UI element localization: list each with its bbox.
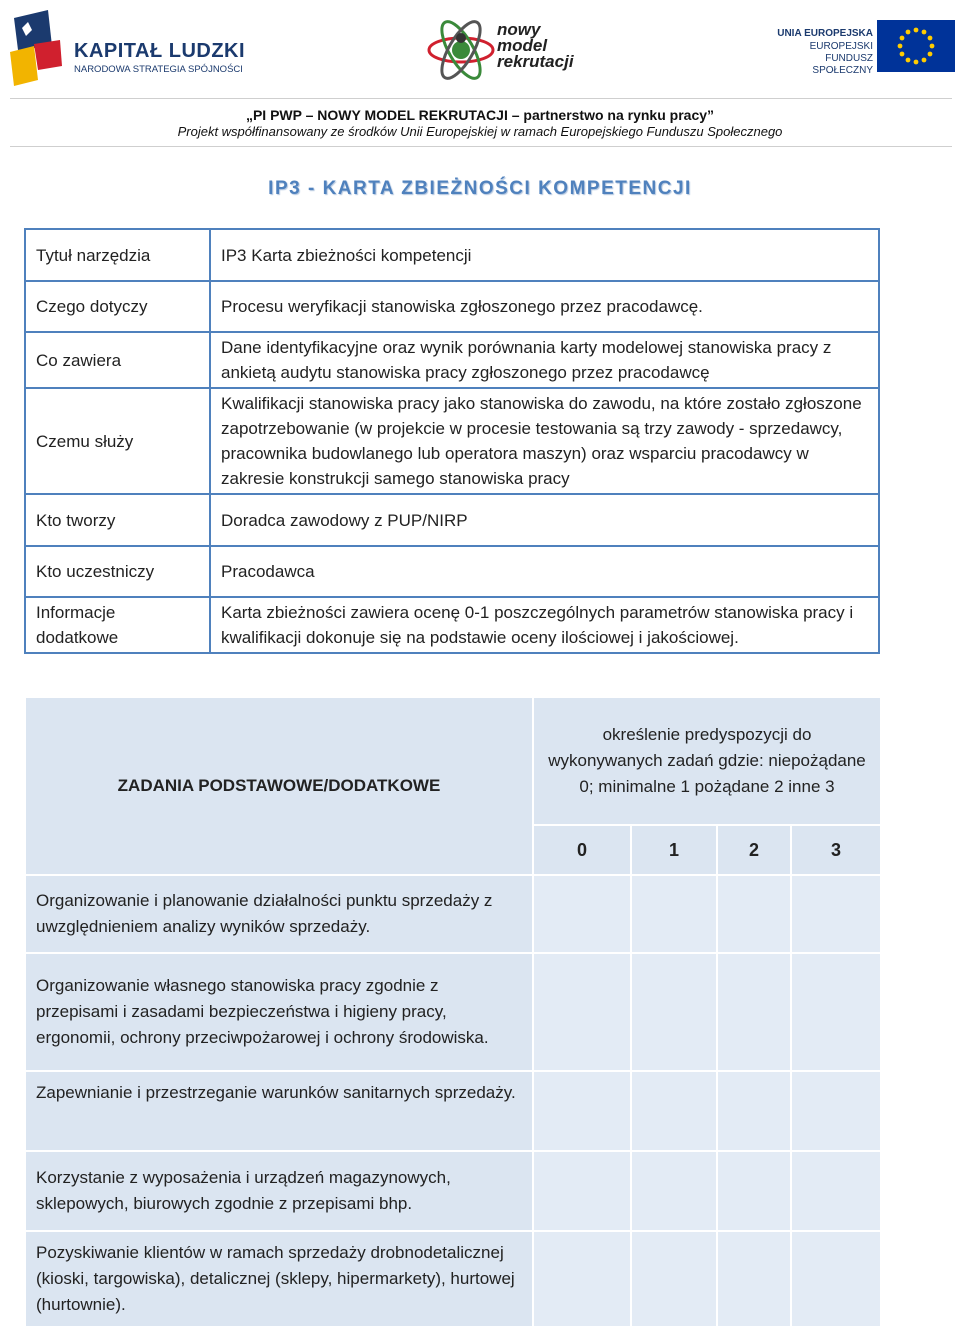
task-row xyxy=(25,1071,881,1151)
eu-flag-icon xyxy=(877,20,955,72)
info-label: Kto uczestniczy xyxy=(25,546,210,597)
scale-value-2: 2 xyxy=(717,825,791,875)
info-value: Kwalifikacji stanowiska pracy jako stanowiska do zawodu, na które zostało zgłoszone zapotrzebowanie (w projekcie w procesie testowania są trzy zawody - sprzedawcy, pracownika budowlanego lub operatora maszyn) oraz wsparciu pracodawcy w zakresie konstrukcji samego stanowiska pracy xyxy=(210,388,879,494)
scale-value-1: 1 xyxy=(631,825,717,875)
nmr-line-3: rekrutacji xyxy=(497,52,574,71)
info-value: Doradca zawodowy z PUP/NIRP xyxy=(210,494,879,546)
page-header xyxy=(0,0,960,100)
info-label: Kto tworzy xyxy=(25,494,210,546)
score-cell-1[interactable] xyxy=(631,953,717,1071)
project-subtitle: Projekt współfinansowany ze środków Unii Europejskiej w ramach Europejskiego Funduszu Społecznego xyxy=(177,124,783,139)
task-row xyxy=(25,953,881,1071)
task-description: Organizowanie i planowanie działalności punktu sprzedaży z uwzględnieniem analizy wyników sprzedaży. xyxy=(25,875,533,953)
kapital-ludzki-name: KAPITAŁ LUDZKI xyxy=(74,40,246,62)
info-label: Informacje dodatkowe xyxy=(25,597,210,653)
score-cell-0[interactable] xyxy=(533,1151,631,1231)
score-cell-3[interactable] xyxy=(791,875,881,953)
score-cell-1[interactable] xyxy=(631,1231,717,1327)
score-cell-1[interactable] xyxy=(631,1071,717,1151)
info-label: Czemu służy xyxy=(25,388,210,494)
score-cell-0[interactable] xyxy=(533,1071,631,1151)
score-cell-1[interactable] xyxy=(631,1151,717,1231)
atom-emblem-icon xyxy=(425,10,497,90)
task-description: Zapewnianie i przestrzeganie warunków sanitarnych sprzedaży. xyxy=(25,1071,533,1151)
info-value: Dane identyfikacyjne oraz wynik porównania karty modelowej stanowiska pracy z ankietą audytu stanowiska pracy zgłoszonego przez pracodawcę xyxy=(210,332,879,388)
scale-value-3: 3 xyxy=(791,825,881,875)
info-row xyxy=(25,494,879,546)
score-cell-0[interactable] xyxy=(533,953,631,1071)
score-cell-3[interactable] xyxy=(791,953,881,1071)
tasks-header-row xyxy=(25,697,881,825)
info-row xyxy=(25,229,879,281)
tool-info-table xyxy=(24,228,880,654)
kapital-ludzki-logo xyxy=(8,6,258,88)
score-cell-3[interactable] xyxy=(791,1231,881,1327)
eu-logo xyxy=(770,20,955,80)
score-cell-2[interactable] xyxy=(717,875,791,953)
info-row xyxy=(25,546,879,597)
score-cell-2[interactable] xyxy=(717,953,791,1071)
task-description: Organizowanie własnego stanowiska pracy zgodnie z przepisami i zasadami bezpieczeństwa i higieny pracy, ergonomii, ochrony przeciwpożarowej i ochrony środowiska. xyxy=(25,953,533,1071)
info-label: Czego dotyczy xyxy=(25,281,210,332)
score-cell-3[interactable] xyxy=(791,1151,881,1231)
scale-value-0: 0 xyxy=(533,825,631,875)
info-row xyxy=(25,332,879,388)
task-description: Korzystanie z wyposażenia i urządzeń magazynowych, sklepowych, biurowych zgodnie z przepisami bhp. xyxy=(25,1151,533,1231)
kapital-ludzki-subtitle: NARODOWA STRATEGIA SPÓJNOŚCI xyxy=(74,64,243,75)
nmr-line-1: nowy xyxy=(497,20,541,39)
task-row xyxy=(25,1231,881,1327)
score-cell-2[interactable] xyxy=(717,1231,791,1327)
task-description: Pozyskiwanie klientów w ramach sprzedaży drobnodetalicznej (kioski, targowiska), detalicznej (sklepy, hipermarkety), hurtowej (hurtownie). xyxy=(25,1231,533,1327)
ue-line-3: FUNDUSZ SPOŁECZNY xyxy=(812,53,873,76)
info-row xyxy=(25,388,879,494)
score-cell-0[interactable] xyxy=(533,875,631,953)
score-cell-2[interactable] xyxy=(717,1151,791,1231)
nmr-line-2: model xyxy=(497,36,548,55)
document-title: IP3 - KARTA ZBIEŻNOŚCI KOMPETENCJI xyxy=(268,178,692,199)
info-row xyxy=(25,597,879,653)
info-row xyxy=(25,281,879,332)
info-value: Pracodawca xyxy=(210,546,879,597)
score-cell-2[interactable] xyxy=(717,1071,791,1151)
info-value: Karta zbieżności zawiera ocenę 0-1 poszczególnych parametrów stanowiska pracy i kwalifikacji dokonuje się na podstawie oceny ilościowej i jakościowej. xyxy=(210,597,879,653)
task-row xyxy=(25,875,881,953)
info-label: Tytuł narzędzia xyxy=(25,229,210,281)
scale-description-header: określenie predyspozycji do wykonywanych zadań gdzie: niepożądane 0; minimalne 1 pożądane 2 inne 3 xyxy=(533,697,881,825)
info-value: IP3 Karta zbieżności kompetencji xyxy=(210,229,879,281)
info-label: Co zawiera xyxy=(25,332,210,388)
ue-line-1: UNIA EUROPEJSKA xyxy=(777,28,873,39)
header-divider-top xyxy=(10,98,952,99)
tasks-column-header: ZADANIA PODSTAWOWE/DODATKOWE xyxy=(25,697,533,875)
score-cell-3[interactable] xyxy=(791,1071,881,1151)
ue-line-2: EUROPEJSKI xyxy=(809,41,873,52)
kapital-ludzki-emblem-icon xyxy=(8,6,68,88)
tasks-assessment-table xyxy=(24,696,882,1328)
info-value: Procesu weryfikacji stanowiska zgłoszonego przez pracodawcę. xyxy=(210,281,879,332)
header-divider-bottom xyxy=(10,146,952,147)
nowy-model-rekrutacji-logo xyxy=(425,10,595,90)
score-cell-1[interactable] xyxy=(631,875,717,953)
task-row xyxy=(25,1151,881,1231)
score-cell-0[interactable] xyxy=(533,1231,631,1327)
project-title: „PI PWP – NOWY MODEL REKRUTACJI – partnerstwo na rynku pracy” xyxy=(245,107,715,123)
